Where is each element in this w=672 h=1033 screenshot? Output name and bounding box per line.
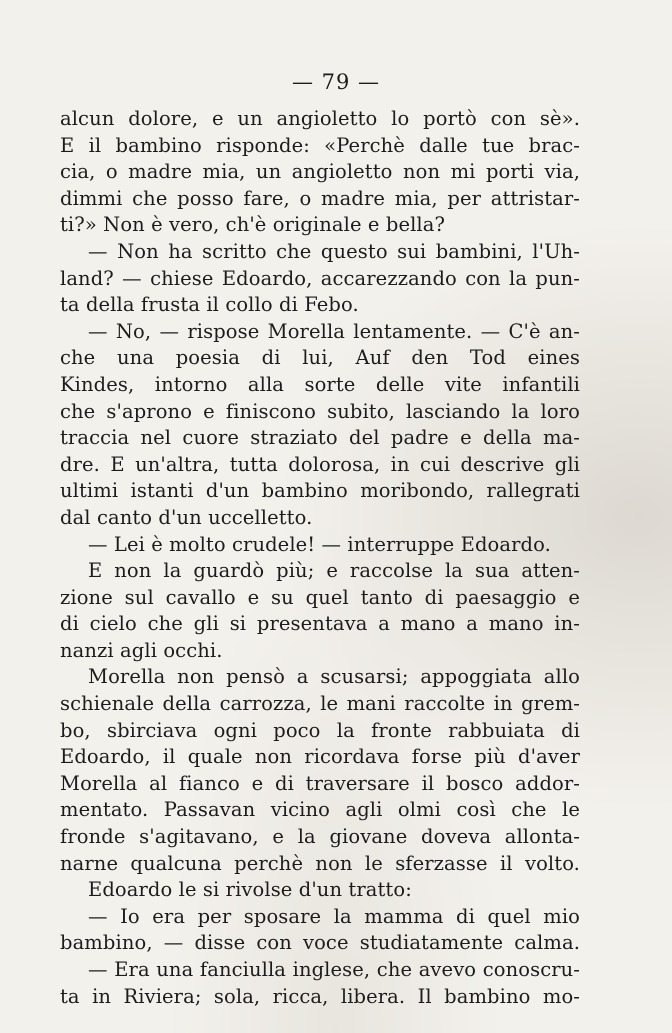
text-line: ta in Riviera; sola, ricca, libera. Il bambino mo- — [60, 984, 580, 1008]
text-line: ti?» Non è vero, ch'è originale e bella? — [60, 213, 446, 237]
text-line: dimmi che posso fare, o madre mia, per attristar- — [60, 186, 580, 210]
text-line: Kindes, intorno alla sorte delle vite infantili — [60, 372, 580, 396]
text-line: — Lei è molto crudele! — interruppe Edoardo. — [88, 532, 551, 556]
text-line: — Io era per sposare la mamma di quel mio — [88, 904, 580, 928]
text-line: alcun dolore, e un angioletto lo portò con sè». — [60, 107, 580, 130]
text-line: dre. E un'altra, tutta dolorosa, in cui descrive gli — [60, 452, 580, 476]
text-line: narne qualcuna perchè non le sferzasse il volto. — [60, 851, 580, 875]
text-line: ta della frusta il collo di Febo. — [60, 293, 359, 317]
text-line: bo, sbirciava ogni poco la fronte rabbuiata di — [60, 718, 580, 742]
text-line: Morella non pensò a scusarsi; appoggiata allo — [88, 665, 580, 689]
body-text — [60, 106, 580, 1010]
text-line: zione sul cavallo e su quel tanto di paesaggio e — [60, 585, 580, 609]
text-line: cia, o madre mia, un angioletto non mi porti via, — [60, 160, 580, 184]
text-line: E il bambino risponde: «Perchè dalle tue brac- — [60, 133, 580, 157]
text-line: dal canto d'un uccelletto. — [60, 505, 313, 529]
text-line: di cielo che gli si presentava a mano a mano in- — [60, 612, 580, 636]
text-line: bambino, — disse con voce studiatamente calma. — [60, 931, 580, 955]
text-line: — Era una fanciulla inglese, che avevo conoscru- — [88, 958, 580, 981]
text-line: schienale della carrozza, le mani raccolte in grem- — [60, 692, 580, 716]
text-line: fronde s'agitavano, e la giovane doveva allonta- — [60, 825, 580, 849]
text-line: Morella al fianco e di traversare il bosco addor- — [60, 771, 580, 795]
text-line: che una poesia di lui, Auf den Tod eines — [60, 346, 580, 370]
text-line: traccia nel cuore straziato del padre e della ma- — [60, 426, 580, 450]
text-line: ultimi istanti d'un bambino moribondo, rallegrati — [60, 479, 580, 503]
text-line: Edoardo le si rivolse d'un tratto: — [88, 878, 412, 902]
text-line: — Non ha scritto che questo sui bambini, l'Uh- — [88, 239, 580, 263]
text-line: mentato. Passavan vicino agli olmi così che le — [60, 798, 580, 822]
page-number: — 79 — — [291, 70, 381, 94]
text-line: land? — chiese Edoardo, accarezzando con la pun- — [60, 266, 580, 290]
text-line: nanzi agli occhi. — [60, 638, 223, 662]
text-line: E non la guardò più; e raccolse la sua atten- — [88, 559, 580, 583]
text-line: — No, — rispose Morella lentamente. — C'è an- — [88, 319, 580, 343]
text-line: Edoardo, il quale non ricordava forse più d'aver — [60, 745, 580, 769]
text-line: che s'aprono e finiscono subito, lasciando la loro — [60, 399, 580, 423]
